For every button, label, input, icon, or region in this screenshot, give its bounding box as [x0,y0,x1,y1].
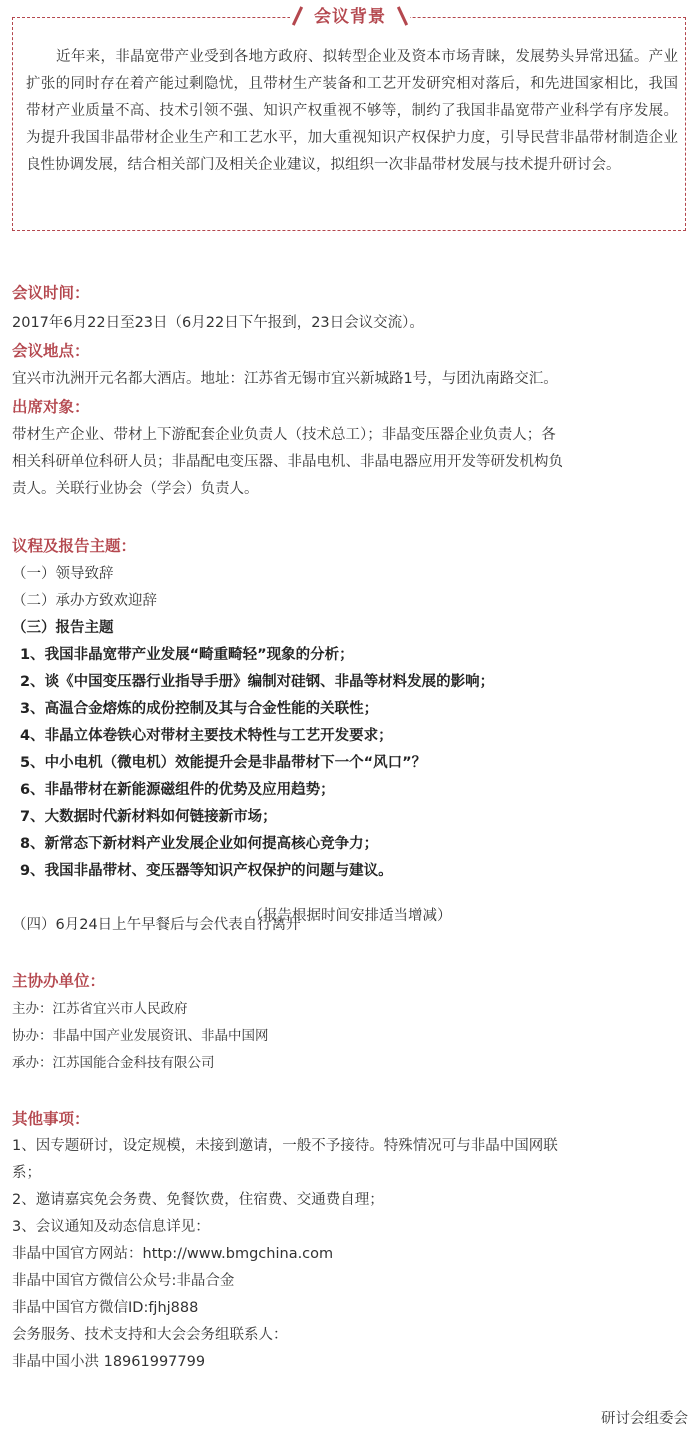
background-title-wrap [290,0,410,34]
location-value: 宜兴市氿洲开元名都大酒店。地址：江苏省无锡市宜兴新城路1号，与团氿南路交汇。 [12,371,558,387]
other-label: 其他事项： [12,1110,90,1128]
official-website: 非晶中国官方网站：http://www.bmgchina.com [12,1246,334,1262]
other-line-3: 3、会议通知及动态信息详见： [12,1219,210,1235]
agenda-item-1: （一）领导致辞 [12,566,114,582]
time-value: 2017年6月22日至23日（6月22日下午报到，23日会议交流）。 [12,315,424,331]
location-label: 会议地点： [12,342,90,360]
agenda-item-4: （四）6月24日上午早餐后与会代表自行离开 [12,917,301,933]
time-label: 会议时间： [12,284,90,302]
agenda-label: 议程及报告主题： [12,537,137,555]
attendees-label: 出席对象： [12,398,90,416]
agenda-topic: 2、谈《中国变压器行业指导手册》编制对硅钢、非晶等材料发展的影响； [20,674,495,690]
slash-left-decor [292,6,303,25]
attendees-line-1: 带材生产企业、带材上下游配套企业负责人（技术总工）；非晶变压器企业负责人；各 [12,427,556,443]
agenda-note: （报告根据时间安排适当增减） [248,907,452,924]
organizers-label: 主协办单位： [12,972,106,990]
official-wechat-id: 非晶中国官方微信ID:fjhj888 [12,1300,199,1316]
contact-label: 会务服务、技术支持和大会会务组联系人： [12,1327,288,1343]
agenda-topic: 7、大数据时代新材料如何链接新市场； [20,809,277,825]
other-line-1a: 1、因专题研讨，设定规模，未接到邀请，一般不予接待。特殊情况可与非晶中国网联 [12,1138,558,1154]
agenda-topic: 1、我国非晶宽带产业发展“畸重畸轻”现象的分析； [20,647,354,663]
footer-signature: 研讨会组委会 [601,1411,688,1427]
agenda-item-2: （二）承办方致欢迎辞 [12,593,157,609]
agenda-topic: 6、非晶带材在新能源磁组件的优势及应用趋势； [20,782,335,798]
organizer-co: 协办：非晶中国产业发展资讯、非晶中国网 [12,1028,269,1044]
attendees-line-3: 责人。关联行业协会（学会）负责人。 [12,481,259,497]
organizer-host: 主办：江苏省宜兴市人民政府 [12,1001,188,1017]
background-title: 会议背景 [314,7,386,27]
organizer-undertake: 承办：江苏国能合金科技有限公司 [12,1055,215,1071]
official-wechat: 非晶中国官方微信公众号:非晶合金 [12,1273,235,1289]
other-line-2: 2、邀请嘉宾免会务费、免餐饮费，住宿费、交通费自理； [12,1192,384,1208]
agenda-topic: 4、非晶立体卷铁心对带材主要技术特性与工艺开发要求； [20,728,393,744]
agenda-topic: 5、中小电机（微电机）效能提升会是非晶带材下一个“风口”？ [20,755,427,771]
agenda-topic: 3、高温合金熔炼的成份控制及其与合金性能的关联性； [20,701,379,717]
agenda-topic: 9、我国非晶带材、变压器等知识产权保护的问题与建议。 [20,863,393,879]
agenda-topic: 8、新常态下新材料产业发展企业如何提高核心竞争力； [20,836,379,852]
agenda-item-3: （三）报告主题 [12,620,114,636]
contact-person: 非晶中国小洪 18961997799 [12,1354,206,1370]
background-text: 近年来，非晶宽带产业受到各地方政府、拟转型企业及资本市场青睐，发展势头异常迅猛。产业扩张的同时存在着产能过剩隐忧，且带材生产装备和工艺开发研究相对落后，和先进国家相比，我国带材产业质量不高、技术引领不强、知识产权重视不够等，制约了我国非晶宽带产业科学有序发展。为提升我国非晶带材企业生产和工艺水平，加大重视知识产权保护力度，引导民营非晶带材制造企业良性协调发展，结合相关部门及相关企业建议，拟组织一次非晶带材发展与技术提升研讨会。 [26,49,678,173]
attendees-line-2: 相关科研单位科研人员；非晶配电变压器、非晶电机、非晶电器应用开发等研发机构负 [12,454,563,470]
slash-right-decor [397,6,408,25]
other-line-1b: 系； [12,1165,41,1181]
